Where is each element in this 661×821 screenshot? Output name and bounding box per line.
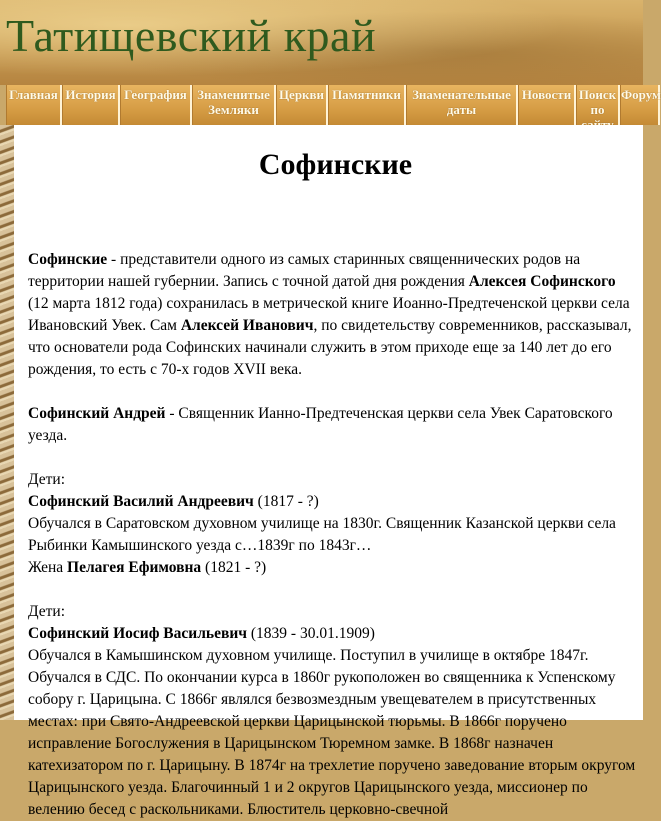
nav-item-4[interactable]: Церкви	[276, 85, 328, 125]
person-name: Алексей Иванович	[180, 317, 314, 334]
person-bio: Обучался в Саратовском духовном училище на 1830г. Священник Казанской церкви села Рыбинки Камышинского уезда с…1839г по 1843г…	[28, 515, 616, 554]
person-name: Софинский Андрей	[28, 405, 166, 422]
nav-item-5[interactable]: Памятники	[328, 85, 406, 125]
person-entry: Софинский Андрей - Священник Ианно-Предтеченская церкви села Увек Саратовского уезда.	[28, 405, 613, 444]
nav-item-3[interactable]: Знаменитые Земляки	[192, 85, 276, 125]
person-name: Софинский Василий Андреевич	[28, 493, 254, 510]
page-title: Софинские	[258, 148, 413, 181]
site-title[interactable]: Татищевский край	[6, 10, 377, 61]
main-content	[14, 125, 643, 818]
main-nav	[6, 85, 661, 125]
nav-item-9[interactable]: Форум	[620, 85, 660, 125]
person-name: Алексея Софинского	[468, 273, 616, 290]
person-bio: Обучался в Камышинском духовном училище. Поступил в училище в октябре 1847г. Обучался в СДС. По окончании курса в 1860г рукоположен во священника к Успенскому собору г. Царицына. С 1866г являлся безвозмездным увещевателем в присутственных местах: при Свято-Андреевской церкви Царицынской тюрьмы. В 1866г поручено исправление Богослужения в Царицынском Тюремном замке. В 1868г назначен катехизатором по г. Царицыну. В 1874г на трехлетие поручено заведование вторым округом Царицынского уезда. Благочинный 1 и 2 округов Царицынского уезда, миссионер по велению бесед с раскольниками. Блюститель церковно-свечной	[28, 647, 636, 818]
nav-item-1[interactable]: История	[62, 85, 120, 125]
person-entry: Дети: Софинский Иосиф Васильевич (1839 - 30.01.1909) Обучался в Камышинском духовном училище. Поступил в училище в октябре 1847г. Обучался в СДС. По окончании курса в 1860г рукоположен во священника к Успенскому собору г. Царицына. С 1866г являлся безвозмездным увещевателем в присутственных местах: при Свято-Андреевской церкви Царицынской тюрьмы. В 1866г поручено исправление Богослужения в Царицынском Тюремном замке. В 1868г назначен катехизатором по г. Царицыну. В 1874г на трехлетие поручено заведование вторым округом Царицынского уезда. Благочинный 1 и 2 округов Царицынского уезда, миссионер по велению бесед с раскольниками. Блюститель церковно-свечной	[28, 603, 636, 818]
nav-item-8[interactable]: Поиск по	[576, 85, 620, 125]
nav-item-7[interactable]: Новости	[518, 85, 576, 125]
nav-item-2[interactable]: География	[120, 85, 192, 125]
person-entry: Дети: Софинский Василий Андреевич (1817 - ?) Обучался в Саратовском духовном училище на 1830г. Священник Казанской церкви села Рыбинки Камышинского уезда с…1839г по 1843г… Жена Пелагея Ефимовна (1821 - ?)	[28, 471, 616, 576]
person-name: Софинский Иосиф Васильевич	[28, 625, 248, 642]
children-label: Дети:	[28, 603, 66, 620]
nav-item-0[interactable]: Главная	[6, 85, 62, 125]
site-header	[0, 0, 643, 85]
nav-item-6[interactable]: Знаменательные даты	[406, 85, 518, 125]
rope-border-decoration	[0, 125, 14, 720]
person-name: Пелагея Ефимовна	[67, 559, 202, 576]
intro-paragraph: Софинские - представители одного из самых старинных священнических родов на территории нашей губернии. Запись с точной датой дня рождения Алексея Софинского (12 марта 1812 года) сохранилась в метрической книге Иоанно-Предтеченской церкви села Ивановский Увек. Сам Алексей Иванович, по свидетельству современников, рассказывал, что основатели рода Софинских начинали служить в этом приходе еще за 140 лет до его рождения, то есть с 70-х годов XVII века.	[28, 251, 632, 378]
family-name: Софинские	[28, 251, 108, 268]
children-label: Дети:	[28, 471, 66, 488]
